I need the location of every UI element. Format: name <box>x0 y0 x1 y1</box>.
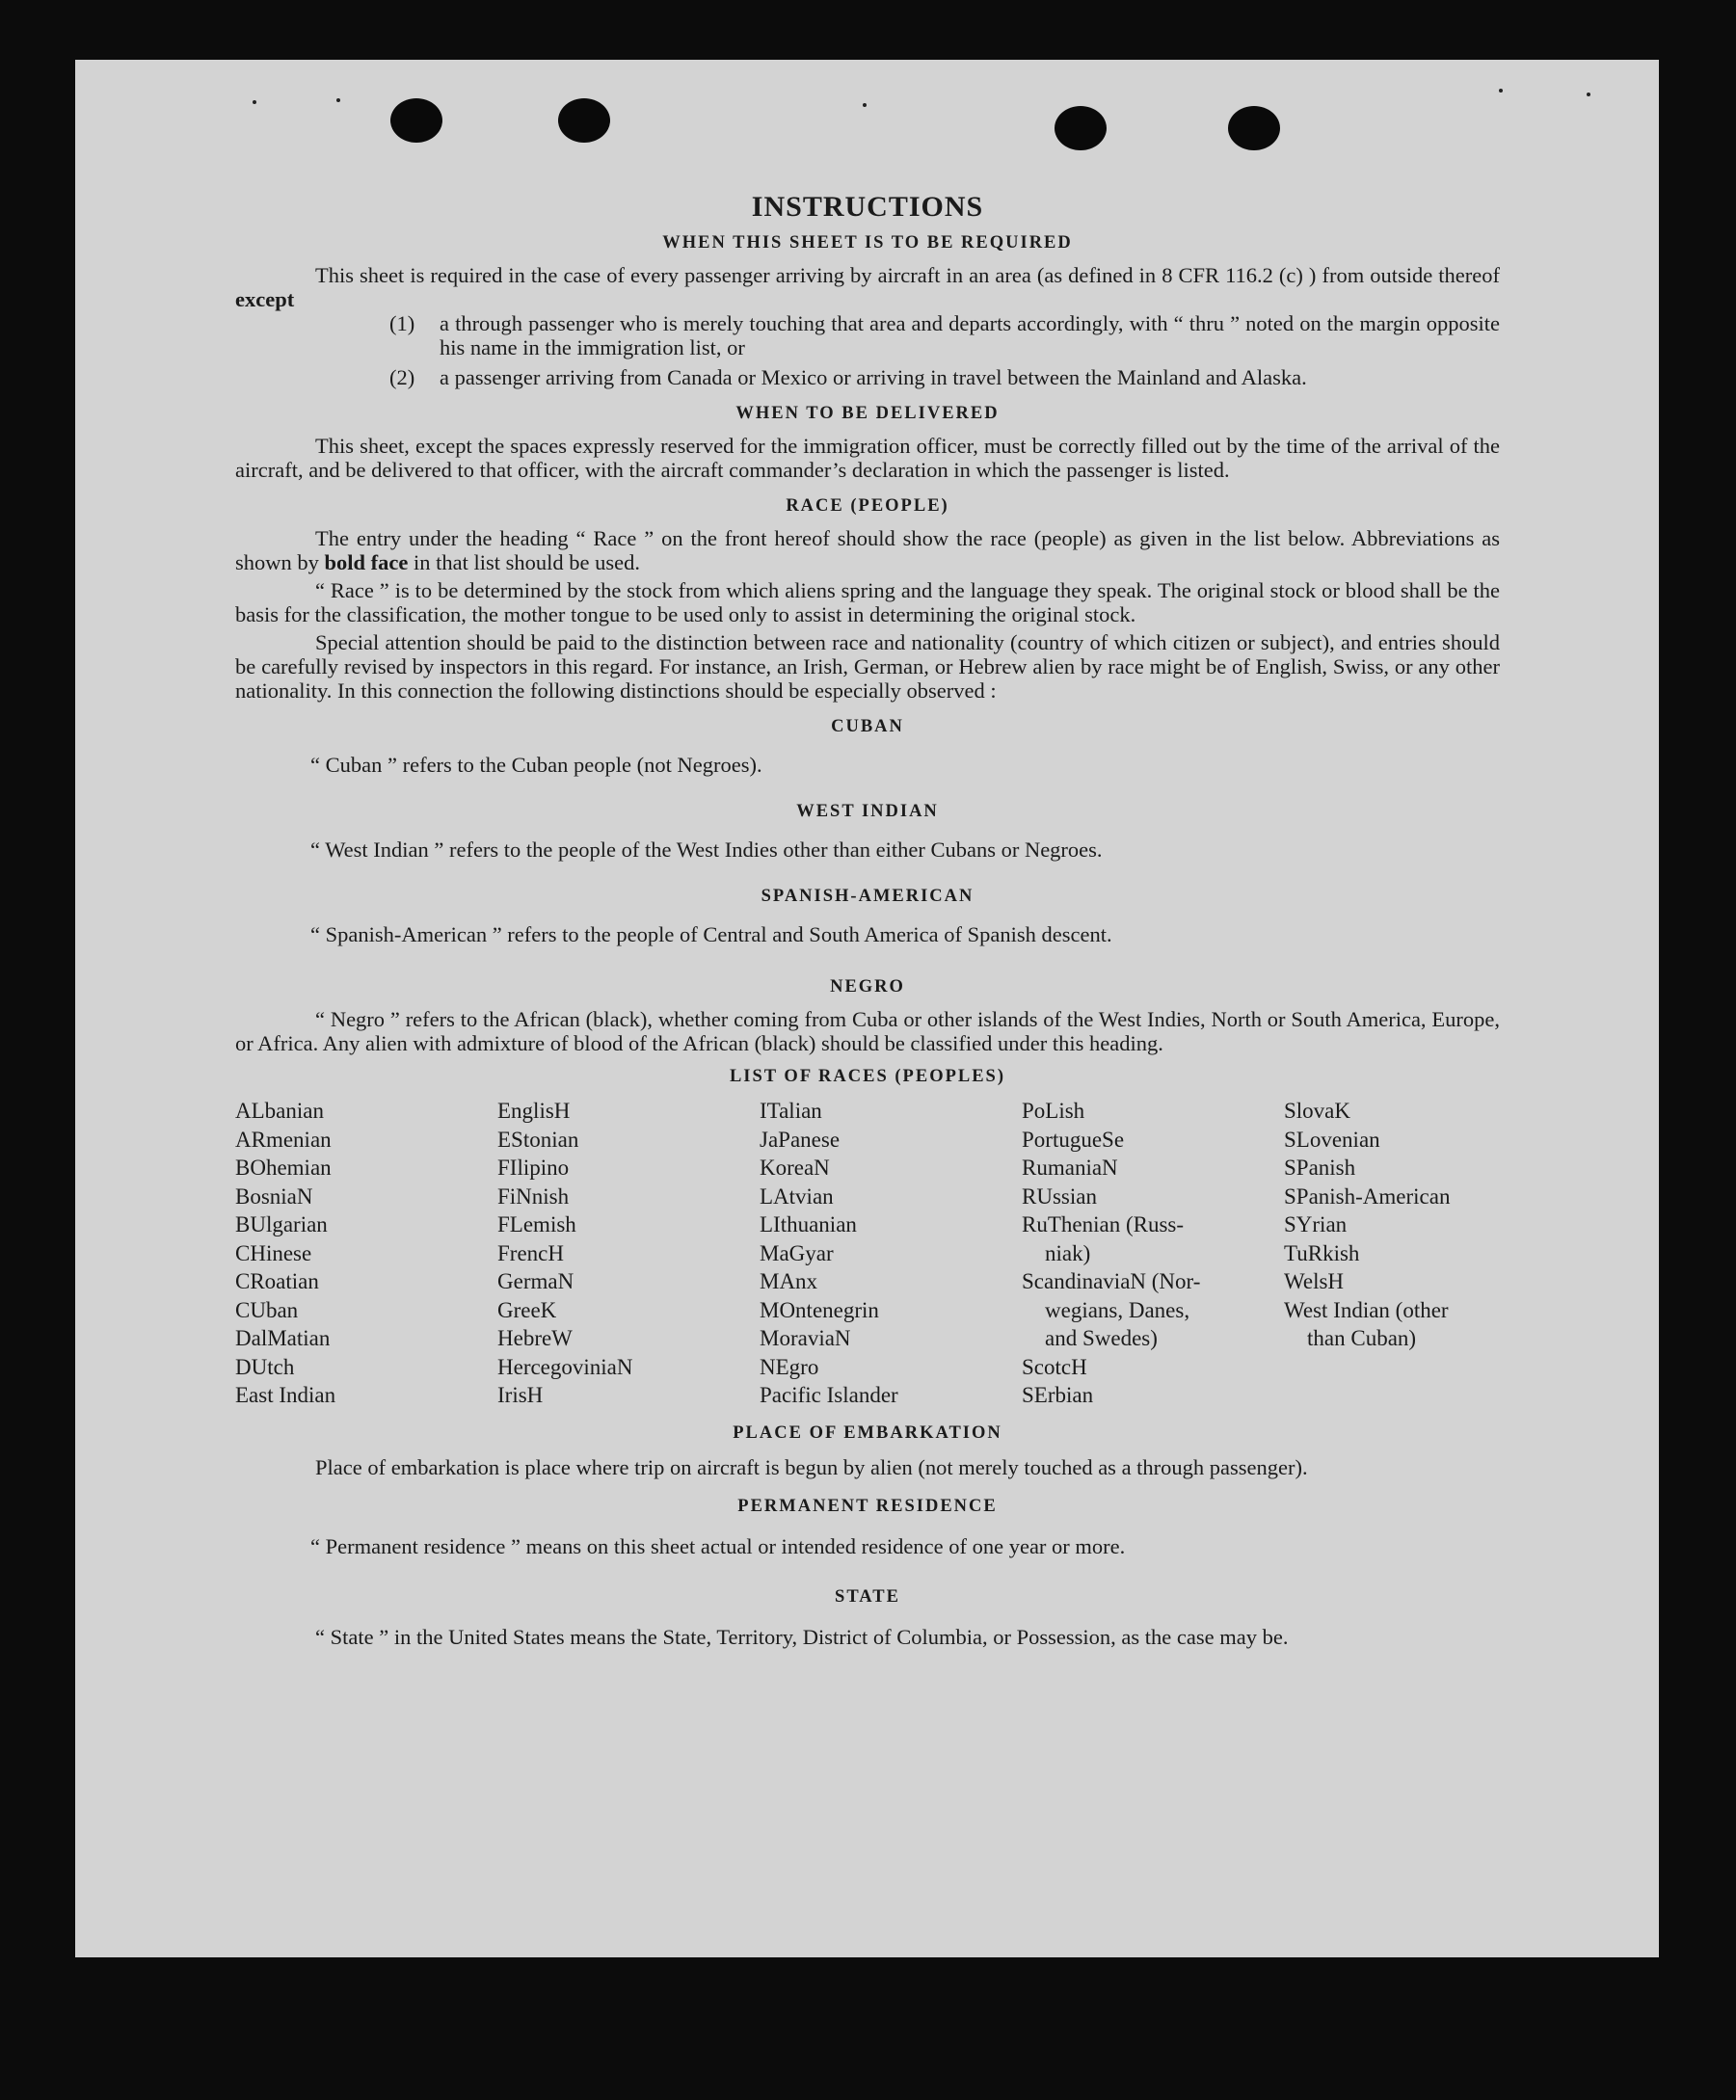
section-heading-when-required: WHEN THIS SHEET IS TO BE REQUIRED <box>662 233 1073 253</box>
race-entry: East Indian <box>235 1383 336 1407</box>
race-entry: PortugueSe <box>1022 1127 1125 1152</box>
race-entry: ALbanian <box>235 1099 324 1123</box>
paragraph: Special attention should be paid to the distinction between race and nationality (country of which citizen or subject), and entries should be carefully revised by inspectors in this regard. For instance, an Irish, German, or Hebrew alien by race might be of English, Swiss, or any other nationality. In this connection the following distinctions should be especially observed : <box>235 630 1500 703</box>
speck <box>336 98 340 102</box>
race-entry: TuRkish <box>1284 1240 1360 1265</box>
emphasis: bold face <box>324 550 409 574</box>
paragraph-text: This sheet is required in the case of every passenger arriving by aircraft in an area (as defined in 8 CFR 116.2 (c) ) from outside thereof <box>315 263 1500 287</box>
item-text: a passenger arriving from Canada or Mexico or arriving in travel between the Mainland and Alaska. <box>440 365 1307 389</box>
races-column <box>1284 1097 1500 1410</box>
race-entry-continuation: than Cuban) <box>1307 1326 1417 1350</box>
section-heading-west-indian: WEST INDIAN <box>796 802 939 821</box>
race-entry: Pacific Islander <box>760 1383 898 1407</box>
race-entry: HebreW <box>497 1326 573 1350</box>
races-column <box>1022 1097 1284 1410</box>
race-entry: HercegoviniaN <box>497 1354 633 1379</box>
race-entry-continuation: niak) <box>1045 1240 1091 1265</box>
race-entry: CUban <box>235 1297 299 1322</box>
race-entry: DalMatian <box>235 1326 331 1350</box>
section-heading-race: RACE (PEOPLE) <box>786 496 949 516</box>
race-entry: SlovaK <box>1284 1099 1350 1123</box>
race-entry: RUssian <box>1022 1183 1097 1209</box>
paragraph: “ West Indian ” refers to the people of the West Indies other than either Cubans or Negroes. <box>310 837 1103 862</box>
speck <box>253 100 256 104</box>
race-entry: SYrian <box>1284 1212 1348 1236</box>
punch-hole <box>1228 106 1280 150</box>
paragraph-text: The entry under the heading “ Race ” on the front hereof should show the race (people) as given in the list below. Abbreviations as shown by <box>235 526 1500 574</box>
race-entry: WelsH <box>1284 1269 1345 1293</box>
race-entry: JaPanese <box>760 1127 841 1152</box>
paragraph: “ Permanent residence ” means on this sheet actual or intended residence of one year or more. <box>310 1533 1126 1558</box>
race-entry: ARmenian <box>235 1127 332 1152</box>
race-entry: BosniaN <box>235 1183 313 1209</box>
race-entry: GermaN <box>497 1269 574 1293</box>
paragraph: “ Spanish-American ” refers to the people of Central and South America of Spanish descent. <box>310 922 1112 946</box>
race-entry: ScandinaviaN (Nor- <box>1022 1269 1201 1293</box>
item-text: a through passenger who is merely touching that area and departs accordingly, with “ thru ” noted on the margin opposite his name in the immigration list, or <box>440 311 1500 359</box>
race-entry: CRoatian <box>235 1269 319 1293</box>
race-entry: GreeK <box>497 1297 557 1322</box>
race-entry: RumaniaN <box>1022 1156 1118 1180</box>
punch-hole <box>558 98 610 143</box>
race-entry: IrisH <box>497 1383 544 1407</box>
races-list <box>235 1097 1500 1410</box>
race-entry: BUlgarian <box>235 1212 328 1236</box>
race-entry-continuation: and Swedes) <box>1045 1326 1158 1350</box>
race-entry: FIlipino <box>497 1156 570 1180</box>
race-entry: LAtvian <box>760 1183 834 1209</box>
race-entry: RuThenian (Russ- <box>1022 1212 1185 1236</box>
race-entry: SErbian <box>1022 1383 1094 1407</box>
race-entry: FiNnish <box>497 1183 570 1209</box>
race-entry: NEgro <box>760 1354 819 1379</box>
races-column <box>760 1097 1022 1410</box>
race-entry: SPanish-American <box>1284 1183 1451 1209</box>
item-number: (2) <box>389 365 415 389</box>
paragraph-text: in that list should be used. <box>414 550 641 574</box>
races-column <box>235 1097 497 1410</box>
race-entry: MoraviaN <box>760 1326 851 1350</box>
race-entry: MaGyar <box>760 1240 834 1265</box>
race-entry: ScotcH <box>1022 1354 1087 1379</box>
speck <box>1499 89 1503 93</box>
section-heading-residence: PERMANENT RESIDENCE <box>737 1496 998 1516</box>
race-entry: SPanish <box>1284 1156 1356 1180</box>
section-heading-list-of-races: LIST OF RACES (PEOPLES) <box>729 1067 1006 1086</box>
punch-hole <box>1055 106 1107 150</box>
race-entry: EnglisH <box>497 1099 571 1123</box>
paragraph <box>235 526 1500 574</box>
item-number: (1) <box>389 311 415 335</box>
paragraph <box>235 263 1500 311</box>
race-entry: CHinese <box>235 1240 312 1265</box>
instructions-content <box>235 191 1500 1652</box>
race-entry: ITalian <box>760 1099 822 1123</box>
list-item <box>389 365 1500 389</box>
paragraph: “ Race ” is to be determined by the stock from which aliens spring and the language they speak. The original stock or blood shall be the basis for the classification, the mother tongue to be used only to assist in determining the original stock. <box>235 578 1500 626</box>
list-item <box>389 311 1500 359</box>
paragraph: “ Negro ” refers to the African (black), whether coming from Cuba or other islands of the West Indies, North or South America, Europe, or Africa. Any alien with admixture of blood of the African (black) should be classified under this heading. <box>235 1007 1500 1055</box>
race-entry: SLovenian <box>1284 1127 1380 1152</box>
section-heading-spanish-american: SPANISH-AMERICAN <box>761 887 975 906</box>
paragraph: “ Cuban ” refers to the Cuban people (not Negroes). <box>310 753 762 777</box>
page-title: INSTRUCTIONS <box>751 191 984 223</box>
race-entry: PoLish <box>1022 1099 1085 1123</box>
section-heading-cuban: CUBAN <box>831 717 904 736</box>
speck <box>863 103 867 107</box>
race-entry: EStonian <box>497 1127 579 1152</box>
speck <box>1587 93 1590 96</box>
race-entry: West Indian (other <box>1284 1297 1449 1322</box>
race-entry: MOntenegrin <box>760 1297 879 1322</box>
section-heading-negro: NEGRO <box>830 977 905 997</box>
race-entry: FrencH <box>497 1240 564 1265</box>
emphasis: except <box>235 287 295 311</box>
race-entry: BOhemian <box>235 1156 332 1180</box>
races-column <box>497 1097 760 1410</box>
race-entry: MAnx <box>760 1269 818 1293</box>
paragraph: Place of embarkation is place where trip on aircraft is begun by alien (not merely touched as a through passenger). <box>315 1454 1308 1479</box>
race-entry: KoreaN <box>760 1156 830 1180</box>
section-heading-state: STATE <box>835 1586 900 1607</box>
paragraph: This sheet, except the spaces expressly reserved for the immigration officer, must be correctly filled out by the time of the arrival of the aircraft, and be delivered to that officer, with the aircraft commander’s declaration in which the passenger is listed. <box>235 434 1500 482</box>
race-entry-continuation: wegians, Danes, <box>1045 1297 1190 1322</box>
race-entry: FLemish <box>497 1212 576 1236</box>
section-heading-embarkation: PLACE OF EMBARKATION <box>733 1422 1002 1443</box>
document-sheet <box>75 60 1659 1957</box>
race-entry: LIthuanian <box>760 1212 857 1236</box>
paragraph: “ State ” in the United States means the State, Territory, District of Columbia, or Possession, as the case may be. <box>315 1624 1289 1649</box>
section-heading-when-delivered: WHEN TO BE DELIVERED <box>735 404 1000 423</box>
race-entry: DUtch <box>235 1354 295 1379</box>
punch-hole <box>390 98 442 143</box>
